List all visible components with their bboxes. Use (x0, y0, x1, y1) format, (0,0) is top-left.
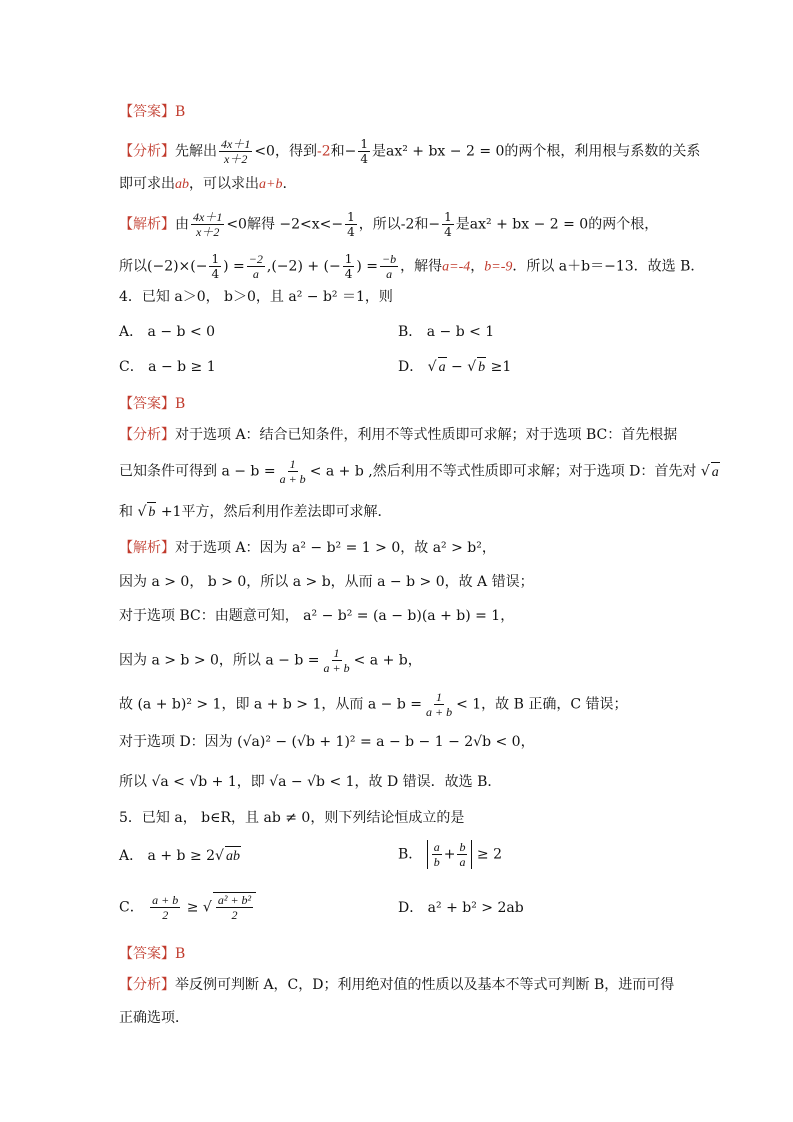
q4-analysis-line-1 (119, 425, 677, 445)
text: ) = (356, 258, 379, 275)
q4-option-b: B． a − b < 1 (398, 324, 495, 340)
text: + (443, 846, 456, 863)
q4-analysis-line-3: 和 √ b +1平方，然后利用作差法即可求解． (119, 502, 391, 523)
frac-num: 1 (289, 457, 296, 471)
analysis-tag: 【分析】 (119, 143, 175, 160)
frac-num: −b (382, 252, 397, 266)
q5-answer-line (119, 944, 185, 964)
highlight: b=-9 (484, 259, 513, 275)
q4-solution-line-1 (119, 538, 496, 558)
text: 先解出 (175, 143, 217, 160)
frac-den: 4 (444, 225, 452, 239)
q4-option-c: C． a − b ≥ 1 (119, 359, 216, 375)
text: < a + b ,然后利用不等式性质即可求解；对于选项 D：首先对 (309, 463, 697, 480)
fraction (191, 210, 224, 239)
q5-analysis-line-1 (119, 975, 674, 995)
frac-num: b (459, 840, 466, 854)
text: 因为 a > b > 0，所以 a − b = (119, 652, 320, 669)
frac-den: 4 (211, 267, 220, 281)
fraction (343, 252, 355, 281)
q4-option-d: D． √ a − √ b ≥1 (398, 357, 511, 378)
frac-num: 1 (444, 210, 452, 224)
answer-tag: 【答案】 (119, 396, 175, 412)
q4-option-a: A． a − b < 0 (119, 324, 216, 340)
text: ≥1 (486, 359, 512, 375)
fraction (424, 690, 454, 719)
text: C． (119, 899, 144, 916)
text: 举反例可判断 A，C，D；利用绝对值的性质以及基本不等式可判断 B，进而可得 (175, 977, 675, 993)
q4-solution-line-6: 对于选项 D：因为 (√a)² − (√b + 1)² = a − b − 1 − 2√b < 0， (119, 734, 535, 750)
frac-num: 1 (436, 690, 443, 704)
fraction (247, 252, 265, 281)
frac-den: a (459, 855, 466, 869)
frac-den: 2 (231, 908, 238, 922)
text: . (282, 176, 287, 192)
text: ) = (223, 258, 245, 275)
frac-num: 1 (333, 646, 340, 660)
text: ．所以 a＋b＝−13．故选 B． (512, 258, 705, 275)
highlight: a=-4 (442, 259, 471, 275)
solution-tag: 【解析】 (119, 216, 175, 233)
q3-analysis-line-1 (119, 137, 700, 166)
text: < a + b， (353, 652, 422, 669)
sqrt-arg: a (438, 357, 447, 378)
text: ，所以-2和− (358, 216, 441, 233)
text: 已知条件可得到 a − b = (119, 463, 276, 480)
answer-tag: 【答案】 (119, 104, 175, 120)
highlight: -2 (316, 143, 331, 160)
frac-num: 1 (360, 137, 368, 151)
frac-den: 2 (162, 908, 169, 922)
q3-analysis-line-2 (119, 174, 287, 195)
fraction (219, 137, 252, 166)
fraction (442, 210, 454, 239)
text: 对于选项 A：结合已知条件，利用不等式性质即可求解；对于选项 BC：首先根据 (175, 427, 678, 443)
text: ≥ 2 (472, 846, 503, 863)
q4-analysis-line-2: 已知条件可得到 a − b = $\frac{1}{a + b}$ < a + b ,然后利用不等式性质即可求解；对于选项 D：首先对 √ a (119, 457, 719, 486)
q3-solution-line-2 (119, 252, 704, 281)
q5-option-b (398, 840, 502, 869)
frac-den: x＋2 (224, 152, 248, 166)
text: <0解得 −2<x<− (226, 216, 344, 233)
q5-option-c: C． $\frac{a + b}{2}$ ≥ √ $\frac{\text{a² + b²}}{2}$ (119, 892, 256, 922)
fraction (432, 840, 442, 869)
text: − (446, 359, 468, 375)
text: D． (398, 359, 424, 375)
answer-value: B (175, 104, 186, 120)
answer-tag: 【答案】 (119, 946, 175, 962)
frac-den: 4 (360, 152, 368, 166)
fraction (216, 893, 253, 922)
frac-den: a + b (425, 705, 453, 719)
frac-num: a + b (152, 893, 179, 907)
sqrt-arg (213, 892, 256, 922)
fraction (278, 457, 308, 486)
frac-num: 1 (344, 252, 353, 266)
q4-solution-line-2: 因为 a > 0， b > 0，所以 a > b，从而 a − b > 0，故 A 错误； (119, 574, 534, 590)
analysis-tag: 【分析】 (119, 427, 175, 443)
frac-num: 4x＋1 (193, 210, 223, 224)
fraction (345, 210, 357, 239)
text: 和− (330, 143, 357, 160)
frac-den: a (252, 267, 259, 281)
fraction (209, 252, 221, 281)
text: ≥ (182, 899, 203, 916)
text: ，解得 (400, 258, 443, 275)
sqrt-arg: a (711, 462, 720, 483)
solution-tag: 【解析】 (119, 540, 175, 556)
sqrt-arg: b (477, 357, 486, 378)
highlight: ab (175, 177, 189, 192)
frac-den: x＋2 (196, 225, 220, 239)
q5-analysis-line-2: 正确选项． (119, 1010, 189, 1026)
frac-den: b (433, 855, 440, 869)
frac-num: 4x＋1 (221, 137, 251, 151)
frac-num: 1 (347, 210, 355, 224)
text: +1平方，然后利用作差法即可求解． (156, 504, 392, 520)
q3-answer-line (119, 102, 185, 122)
fraction (380, 252, 398, 281)
text: 由 (175, 216, 189, 233)
sqrt-arg: b (147, 502, 156, 523)
fraction (150, 893, 180, 922)
text: 是ax² + bx − 2 = 0的两个根， (455, 216, 659, 233)
text: 是ax² + bx − 2 = 0的两个根，利用根与系数的关系 (371, 143, 701, 160)
frac-num: 1 (211, 252, 220, 266)
frac-den: a + b (279, 472, 306, 486)
q5-option-a: A． a + b ≥ 2√ ab (119, 846, 241, 867)
fraction (457, 840, 467, 869)
q3-solution-line-1 (119, 210, 658, 239)
text: ，可以求出 (189, 176, 259, 192)
frac-num: a² + b² (217, 893, 252, 907)
text: 和 (119, 504, 133, 520)
text: 对于选项 A：因为 a² − b² = 1 > 0，故 a² > b²， (175, 540, 496, 556)
text: <0，得到 (254, 143, 317, 160)
absolute-value (427, 840, 473, 869)
answer-value: B (175, 946, 186, 962)
q4-answer-line (119, 394, 185, 414)
frac-num: a (433, 840, 440, 854)
text: B． (398, 846, 423, 863)
answer-value: B (175, 396, 186, 412)
highlight: a+b (259, 177, 283, 192)
text: 所以(−2)×(− (119, 258, 208, 275)
q4-solution-line-5 (119, 690, 628, 719)
text: ,(−2) + (− (266, 258, 341, 275)
text: A． a + b ≥ 2 (119, 848, 216, 864)
frac-num: −2 (248, 252, 263, 266)
q4-solution-line-3: 对于选项 BC：由题意可知， a² − b² = (a − b)(a + b) = 1， (119, 608, 515, 624)
sqrt-arg: ab (225, 846, 241, 867)
q5-stem: 5．已知 a， b∈R，且 ab ≠ 0，则下列结论恒成立的是 (119, 810, 465, 826)
text: < 1，故 B 正确，C 错误； (456, 696, 628, 713)
frac-den: 4 (347, 225, 355, 239)
frac-den: a + b (323, 661, 350, 675)
fraction (322, 646, 352, 675)
q4-solution-line-7: 所以 √a < √b + 1，即 √a − √b < 1，故 D 错误．故选 B． (119, 774, 502, 790)
analysis-tag: 【分析】 (119, 977, 175, 993)
fraction (358, 137, 370, 166)
text: 即可求出 (119, 176, 175, 192)
frac-den: 4 (344, 267, 353, 281)
frac-den: a (386, 267, 393, 281)
text: 故 (a + b)² > 1，即 a + b > 1，从而 a − b = (119, 696, 422, 713)
q4-stem: 4．已知 a＞0， b＞0，且 a² − b² ＝1，则 (119, 289, 393, 305)
text: ， (470, 258, 485, 275)
q5-option-d: D． a² + b² > 2ab (398, 900, 524, 916)
q4-solution-line-4 (119, 646, 422, 675)
